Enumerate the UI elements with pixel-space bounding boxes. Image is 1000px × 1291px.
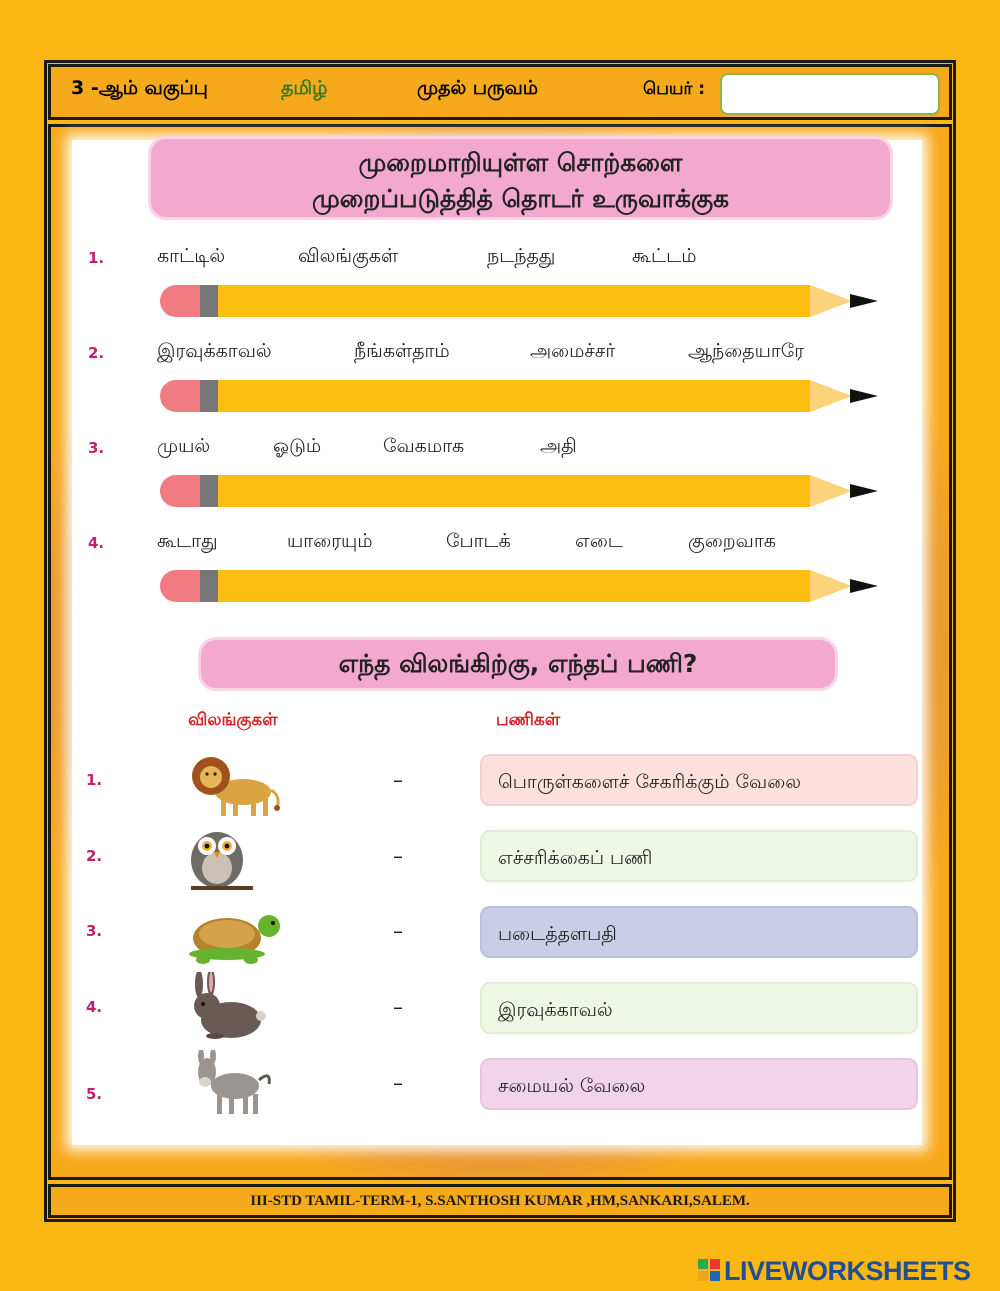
turtle-icon[interactable] (185, 900, 285, 970)
word-chip[interactable]: நீங்கள்தாம் (354, 340, 450, 362)
task-box[interactable]: எச்சரிக்கைப் பணி (480, 830, 918, 882)
tasks-column-header: பணிகள் (496, 710, 561, 730)
row-number: 4. (86, 998, 103, 1016)
donkey-icon[interactable] (185, 1050, 285, 1120)
word-chip[interactable]: இரவுக்காவல் (157, 340, 272, 362)
name-input[interactable] (720, 73, 940, 115)
class-label: 3 -ஆம் வகுப்பு (71, 77, 208, 99)
section1-title-line1: முறைமாறியுள்ள சொற்களை (358, 148, 683, 177)
answer-pencil-3[interactable] (160, 475, 880, 507)
name-label: பெயர் : (643, 79, 706, 99)
row-number: 1. (86, 771, 103, 789)
item-number: 3. (88, 439, 105, 457)
section1-banner (148, 136, 893, 220)
section1-title-line2: முறைப்படுத்தித் தொடர் உருவாக்குக (311, 184, 730, 213)
word-chip[interactable]: எடை (575, 530, 623, 552)
item-number: 4. (88, 534, 105, 552)
word-chip[interactable]: அதி (540, 435, 577, 457)
match-dash: – (393, 995, 403, 1019)
item-number: 1. (88, 249, 105, 267)
row-number: 3. (86, 922, 103, 940)
word-chip[interactable]: காட்டில் (157, 245, 226, 267)
liveworksheets-logo-icon (698, 1259, 720, 1283)
match-dash: – (393, 768, 403, 792)
owl-icon[interactable] (185, 824, 285, 894)
word-chip[interactable]: யாரையும் (287, 530, 373, 552)
word-chip[interactable]: கூடாது (157, 530, 218, 552)
animals-column-header: விலங்குகள் (188, 710, 278, 730)
match-dash: – (393, 919, 403, 943)
section2-banner: எந்த விலங்கிற்கு, எந்தப் பணி? (198, 637, 838, 691)
word-chip[interactable]: ஆந்தையாரே (688, 340, 805, 362)
answer-pencil-4[interactable] (160, 570, 880, 602)
word-chip[interactable]: கூட்டம் (632, 245, 697, 267)
word-chip[interactable]: அமைச்சர் (530, 340, 616, 362)
match-dash: – (393, 844, 403, 868)
rabbit-icon[interactable] (185, 972, 285, 1042)
word-chip[interactable]: போடக் (446, 530, 511, 552)
word-chip[interactable]: குறைவாக (688, 530, 776, 552)
lion-icon[interactable] (185, 750, 285, 820)
match-dash: – (393, 1071, 403, 1095)
task-box[interactable]: சமையல் வேலை (480, 1058, 918, 1110)
term-label: முதல் பருவம் (417, 77, 539, 99)
word-chip[interactable]: நடந்தது (487, 245, 556, 267)
answer-pencil-1[interactable] (160, 285, 880, 317)
task-box[interactable]: இரவுக்காவல் (480, 982, 918, 1034)
task-box[interactable]: பொருள்களைச் சேகரிக்கும் வேலை (480, 754, 918, 806)
task-box[interactable]: படைத்தளபதி (480, 906, 918, 958)
subject-label: தமிழ் (281, 77, 328, 99)
row-number: 2. (86, 847, 103, 865)
row-number: 5. (86, 1085, 103, 1103)
word-chip[interactable]: முயல் (157, 435, 211, 457)
footer-credit: III-STD TAMIL-TERM-1, S.SANTHOSH KUMAR ,HM,SANKARI,SALEM. (48, 1184, 952, 1218)
answer-pencil-2[interactable] (160, 380, 880, 412)
liveworksheets-wordmark: LIVEWORKSHEETS (724, 1256, 971, 1286)
word-chip[interactable]: ஓடும் (273, 435, 322, 457)
word-chip[interactable]: விலங்குகள் (298, 245, 399, 267)
word-chip[interactable]: வேகமாக (383, 435, 465, 457)
item-number: 2. (88, 344, 105, 362)
